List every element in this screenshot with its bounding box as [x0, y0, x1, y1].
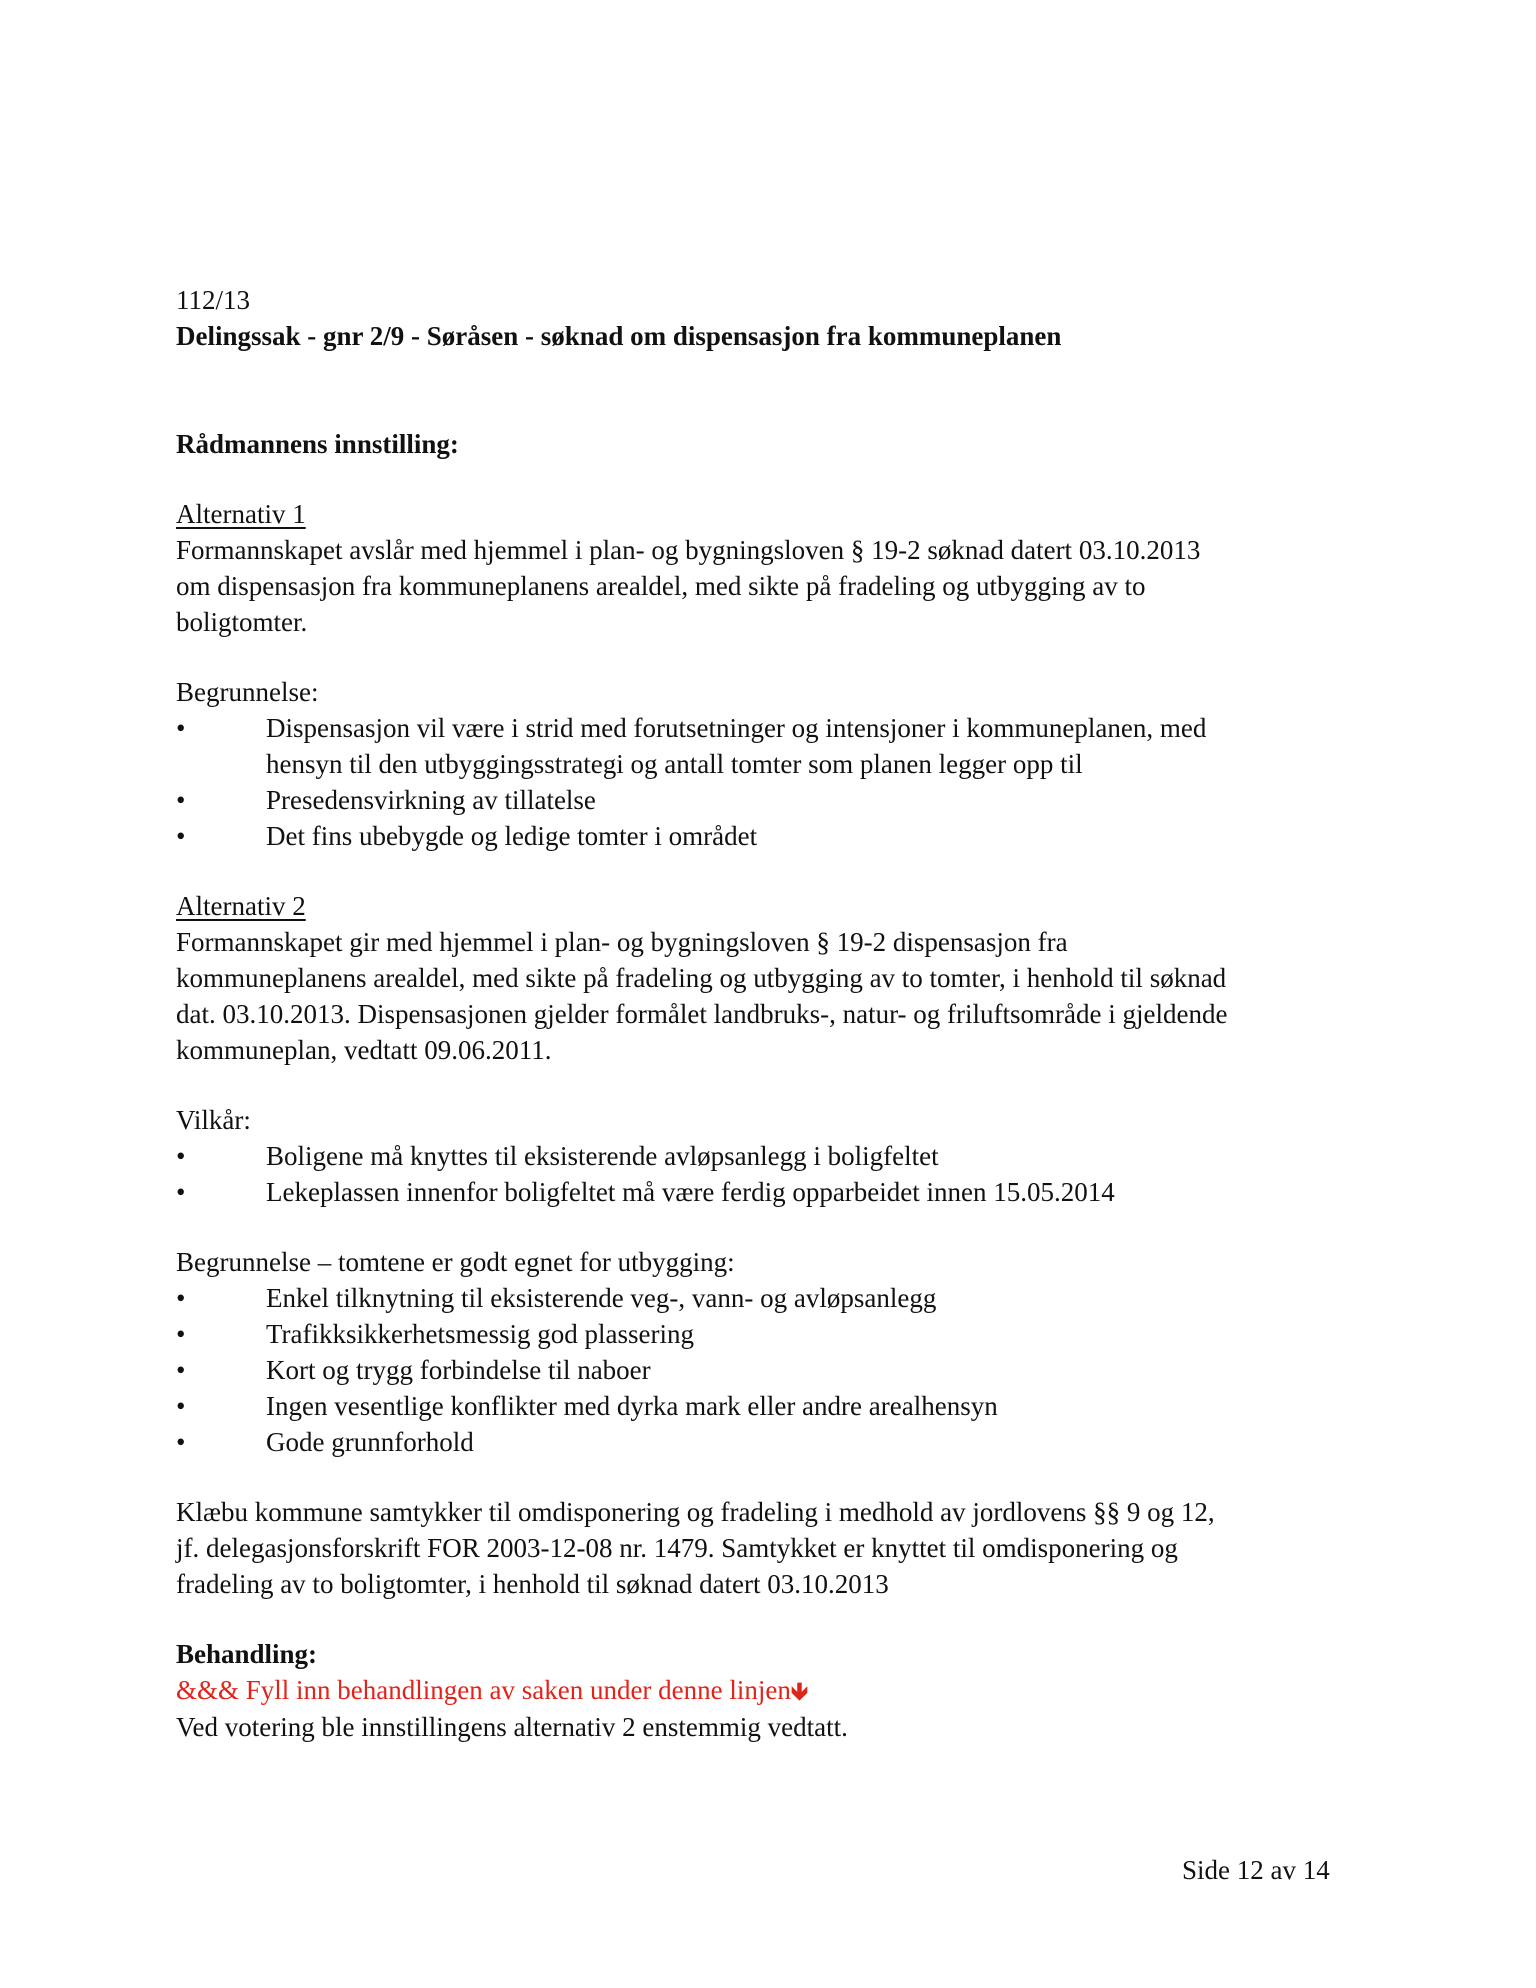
case-number: 112/13 — [176, 285, 250, 315]
list-item-line: • Dispensasjon vil være i strid med forutsetninger og intensjoner i kommuneplanen, med — [266, 713, 1207, 743]
treatment-instruction-text: &&& Fyll inn behandlingen av saken under denne linjen — [176, 1675, 791, 1705]
alternative-2-text — [176, 924, 1376, 1068]
list-item: • Trafikksikkerhetsmessig god plassering — [176, 1316, 1376, 1352]
treatment-result: Ved votering ble innstillingens alternativ 2 enstemmig vedtatt. — [176, 1712, 848, 1742]
alternative-2-line: kommuneplan, vedtatt 09.06.2011. — [176, 1035, 552, 1065]
section-heading: Rådmannens innstilling: — [176, 429, 459, 459]
alternative-2-heading: Alternativ 2 — [176, 891, 306, 921]
list-item-line: hensyn til den utbyggingsstrategi og antall tomter som planen legger opp til — [266, 749, 1083, 779]
list-item: • Enkel tilknytning til eksisterende veg-, vann- og avløpsanlegg — [176, 1280, 1376, 1316]
document-body — [176, 282, 1376, 1745]
alternative-2-reasons-list — [176, 1280, 1376, 1460]
alternative-1-reasons-list — [176, 710, 1376, 854]
alternative-2-reason-label: Begrunnelse – tomtene er godt egnet for utbygging: — [176, 1247, 735, 1277]
alternative-1-line: om dispensasjon fra kommuneplanens arealdel, med sikte på fradeling og utbygging av to — [176, 571, 1146, 601]
treatment-heading: Behandling: — [176, 1639, 318, 1669]
list-item: • Presedensvirkning av tillatelse — [176, 782, 1376, 818]
list-item: • Gode grunnforhold — [176, 1424, 1376, 1460]
alternative-1-line: Formannskapet avslår med hjemmel i plan- og bygningsloven § 19-2 søknad datert 03.10.2013 — [176, 535, 1201, 565]
conditions-list — [176, 1138, 1376, 1210]
alternative-1-text — [176, 532, 1376, 640]
consent-line: fradeling av to boligtomter, i henhold til søknad datert 03.10.2013 — [176, 1569, 889, 1599]
conditions-label: Vilkår: — [176, 1105, 251, 1135]
alternative-1-heading: Alternativ 1 — [176, 499, 306, 529]
list-item: • Det fins ubebygde og ledige tomter i området — [176, 818, 1376, 854]
consent-line: jf. delegasjonsforskrift FOR 2003-12-08 nr. 1479. Samtykket er knyttet til omdisponering og — [176, 1533, 1178, 1563]
alternative-1-reason-label: Begrunnelse: — [176, 677, 319, 707]
alternative-2-line: kommuneplanens arealdel, med sikte på fradeling og utbygging av to tomter, i henhold til søknad — [176, 963, 1227, 993]
arrow-down-icon: 🡻 — [790, 1677, 809, 1705]
list-item: • Ingen vesentlige konflikter med dyrka mark eller andre arealhensyn — [176, 1388, 1376, 1424]
consent-paragraph — [176, 1494, 1376, 1602]
alternative-2-line: dat. 03.10.2013. Dispensasjonen gjelder formålet landbruks-, natur- og friluftsområde i gjeldende — [176, 999, 1228, 1029]
list-item: • Kort og trygg forbindelse til naboer — [176, 1352, 1376, 1388]
consent-line: Klæbu kommune samtykker til omdisponering og fradeling i medhold av jordlovens §§ 9 og 12, — [176, 1497, 1215, 1527]
page-number: Side 12 av 14 — [1182, 1855, 1330, 1885]
alternative-2-line: Formannskapet gir med hjemmel i plan- og bygningsloven § 19-2 dispensasjon fra — [176, 927, 1068, 957]
treatment-instruction — [176, 1672, 1376, 1709]
list-item — [176, 710, 1376, 782]
document-title: Delingssak - gnr 2/9 - Søråsen - søknad om dispensasjon fra kommuneplanen — [176, 321, 1062, 351]
list-item: • Lekeplassen innenfor boligfeltet må være ferdig opparbeidet innen 15.05.2014 — [176, 1174, 1376, 1210]
alternative-1-line: boligtomter. — [176, 607, 308, 637]
list-item: • Boligene må knyttes til eksisterende avløpsanlegg i boligfeltet — [176, 1138, 1376, 1174]
